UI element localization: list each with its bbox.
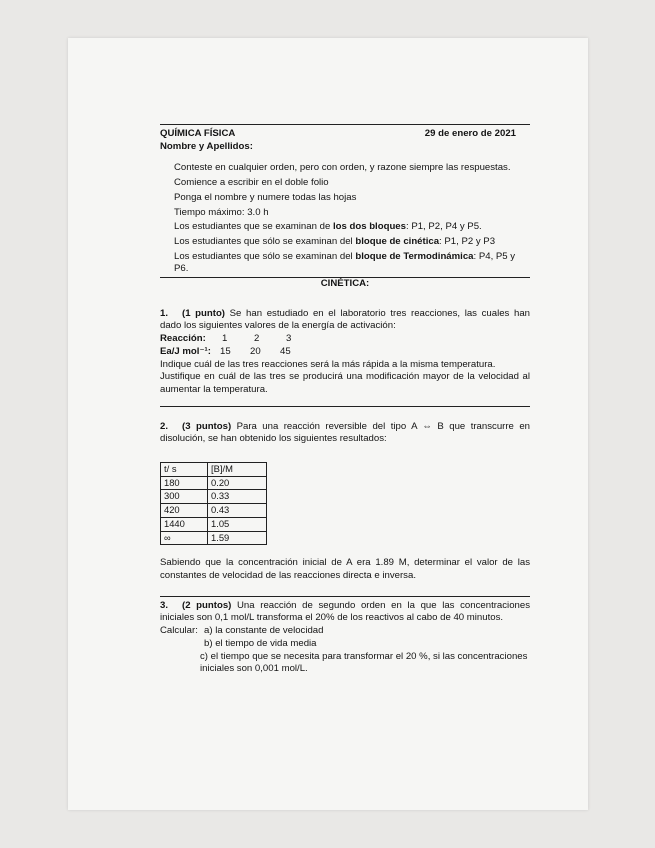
ea-label: Ea/J mol⁻¹:	[160, 345, 211, 357]
group-line	[174, 251, 530, 276]
top-rule	[160, 124, 530, 125]
reaction-label: Reacción:	[160, 333, 206, 345]
q3-item-a: a) la constante de velocidad	[204, 625, 324, 637]
q3-text: Una reacción de segundo orden en la que las concentraciones iniciales son 0,1 mol/L transforma el 20% de los reactivos al cabo de 40 minutos.	[160, 599, 530, 624]
q3-statement	[160, 600, 530, 625]
q2-text: Para una reacción reversible del tipo A ⇔ B que transcurre en disolución, se han obtenido los siguientes resultados:	[160, 420, 530, 445]
q3-item-c: c) el tiempo que se necesita para transformar el 20 %, si las concentraciones iniciales son 0,001 mol/L.	[200, 650, 528, 675]
group-post: : P1, P2 y P3	[439, 235, 496, 247]
question-1	[160, 308, 530, 397]
group-line	[174, 236, 530, 249]
q2-statement	[160, 421, 530, 446]
table-cell: 0.33	[208, 490, 267, 504]
name-label: Nombre y Apellidos:	[160, 140, 253, 152]
ea-value: 45	[280, 345, 291, 357]
q2-after-text: Sabiendo que la concentración inicial de A era 1.89 M, determinar el valor de las constantes de velocidad de las reacciones directa e inversa.	[160, 557, 530, 581]
table-header-row	[161, 463, 267, 477]
instruction-line: Ponga el nombre y numere todas las hojas	[174, 191, 357, 203]
q3-points: (2 puntos)	[182, 599, 232, 611]
table-cell: 1.59	[208, 531, 267, 545]
exam-header	[160, 128, 530, 141]
q1-ask-2: Justifique en cuál de las tres se producirá una modificación mayor de la velocidad al aumentar la temperatura.	[160, 371, 530, 395]
instruction-line: Comience a escribir en el doble folio	[174, 177, 329, 189]
q2-number: 2.	[160, 420, 169, 432]
q1-number: 1.	[160, 307, 169, 319]
q3-item-a-row	[160, 625, 530, 638]
q1-ea-row	[160, 346, 530, 359]
table-row	[161, 490, 267, 504]
q1-text: Se han estudiado en el laboratorio tres reacciones, las cuales han dado los siguientes valores de la energía de activación:	[160, 307, 530, 332]
table-cell: 0.43	[208, 504, 267, 518]
table-cell: 180	[161, 476, 208, 490]
table-cell: 420	[161, 504, 208, 518]
table-row	[161, 517, 267, 531]
q2-points: (3 puntos)	[182, 420, 232, 432]
question-3	[160, 600, 530, 676]
question-rule	[160, 406, 530, 407]
ea-value: 15	[220, 345, 231, 357]
q3-item-b: b) el tiempo de vida media	[204, 637, 317, 649]
table-row	[161, 476, 267, 490]
table-cell: ∞	[161, 531, 208, 545]
group-post: : P1, P2, P4 y P5.	[405, 221, 482, 233]
group-post: : P4, P5 y P6.	[174, 250, 516, 275]
group-pre: Los estudiantes que sólo se examinan del	[174, 250, 356, 262]
instruction-line: Conteste en cualquier orden, pero con orden, y razone siempre las respuestas.	[174, 162, 511, 174]
group-pre: Los estudiantes que se examinan de	[174, 221, 333, 233]
table-header-cell: [B]/M	[208, 463, 267, 477]
q1-reaction-row	[160, 333, 530, 346]
question-2	[160, 421, 530, 583]
table-cell: 0.20	[208, 476, 267, 490]
table-row	[161, 531, 267, 545]
exam-date: 29 de enero de 2021	[424, 128, 516, 139]
q3-number: 3.	[160, 599, 169, 611]
question-rule	[160, 596, 530, 597]
exam-page	[160, 124, 530, 676]
q1-ask-1: Indique cuál de las tres reacciones será la más rápida a la misma temperatura.	[160, 358, 496, 370]
ea-value: 20	[250, 345, 261, 357]
table-header-cell: t/ s	[161, 463, 208, 477]
instruction-line: Tiempo máximo: 3.0 h	[174, 206, 269, 218]
reaction-number: 1	[222, 333, 228, 345]
section-title: CINÉTICA:	[320, 278, 370, 290]
group-bold: los dos bloques	[332, 221, 406, 233]
table-cell: 1440	[161, 517, 208, 531]
group-line	[174, 221, 530, 234]
reaction-number: 3	[286, 333, 292, 345]
calc-label: Calcular:	[160, 625, 198, 637]
q1-points: (1 punto)	[182, 307, 226, 319]
table-cell: 300	[161, 490, 208, 504]
group-pre: Los estudiantes que sólo se examinan del	[174, 235, 356, 247]
group-bold: bloque de cinética	[355, 235, 440, 247]
q2-data-table	[160, 462, 267, 545]
instructions	[160, 162, 530, 276]
table-cell: 1.05	[208, 517, 267, 531]
course-title: QUÍMICA FÍSICA	[160, 128, 236, 139]
group-bold: bloque de Termodinámica	[355, 250, 474, 262]
q1-statement	[160, 308, 530, 333]
table-row	[161, 504, 267, 518]
reaction-number: 2	[254, 333, 260, 345]
